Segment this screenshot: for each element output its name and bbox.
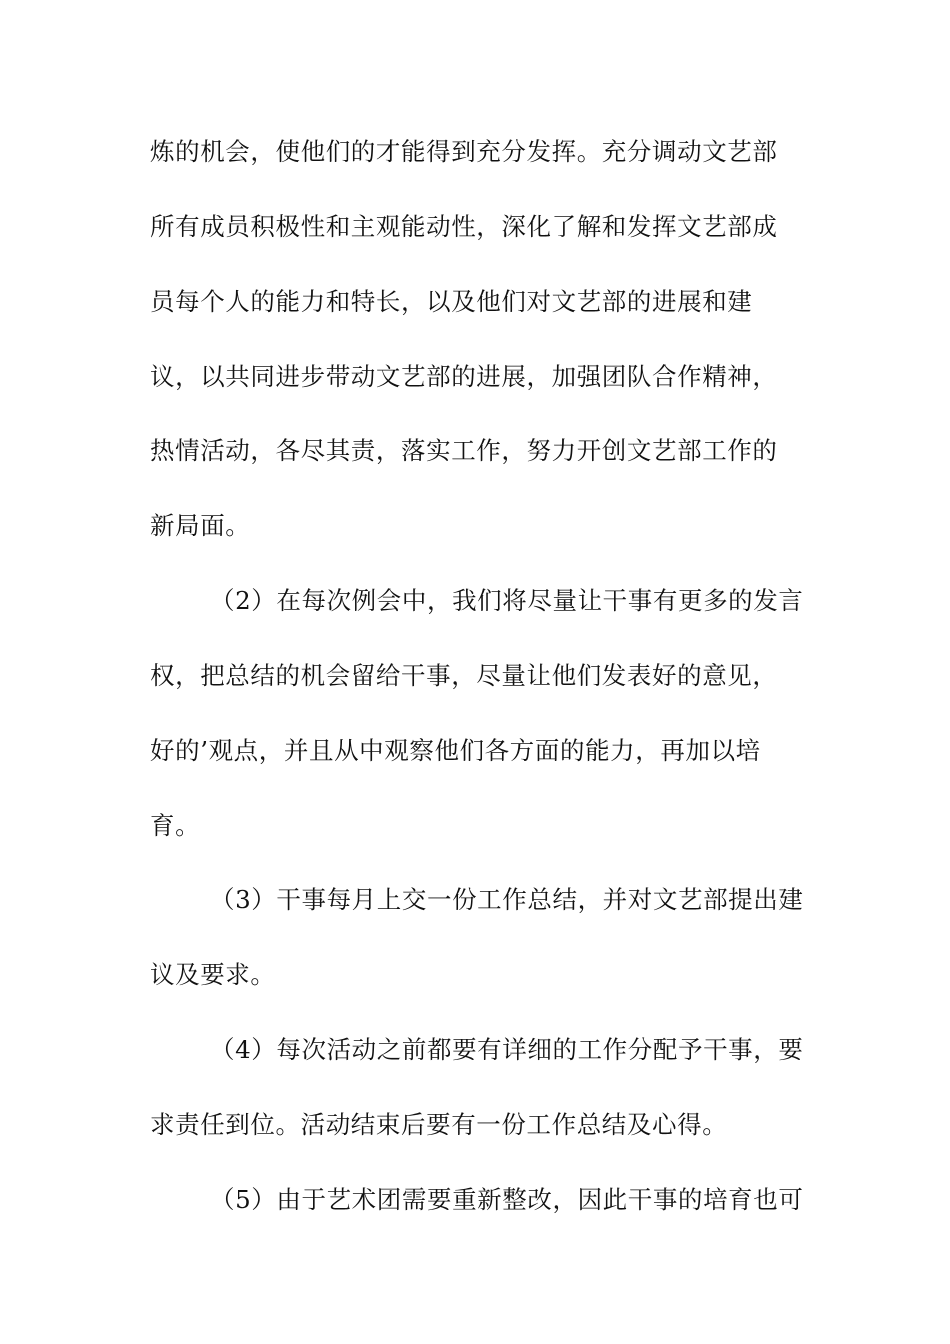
paragraph-line: 议，以共同进步带动文艺部的进展，加强团队合作精神， (150, 362, 778, 391)
list-item-2-line: （2）在每次例会中，我们将尽量让干事有更多的发言 (210, 586, 804, 615)
paragraph-line: 热情活动，各尽其责，落实工作，努力开创文艺部工作的 (150, 436, 778, 465)
paragraph-line: 所有成员积极性和主观能动性，深化了解和发挥文艺部成 (150, 212, 778, 241)
paragraph-line: 权，把总结的机会留给干事，尽量让他们发表好的意见， (150, 661, 778, 690)
paragraph-line: 员每个人的能力和特长，以及他们对文艺部的进展和建 (150, 287, 753, 316)
paragraph-line: 新局面。 (150, 511, 251, 540)
paragraph-line: 求责任到位。活动结束后要有一份工作总结及心得。 (150, 1110, 728, 1139)
paragraph-line: 议及要求。 (150, 960, 276, 989)
list-item-3-line: （3）干事每月上交一份工作总结，并对文艺部提出建 (210, 885, 804, 914)
paragraph-line: 炼的机会，使他们的才能得到充分发挥。充分调动文艺部 (150, 137, 778, 166)
paragraph-line: 育。 (150, 811, 201, 840)
list-item-5-line: （5）由于艺术团需要重新整改，因此干事的培育也可 (210, 1185, 804, 1214)
list-item-4-line: （4）每次活动之前都要有详细的工作分配予干事，要 (210, 1035, 804, 1064)
paragraph-line: 好的’观点，并且从中观察他们各方面的能力，再加以培 (150, 736, 761, 765)
